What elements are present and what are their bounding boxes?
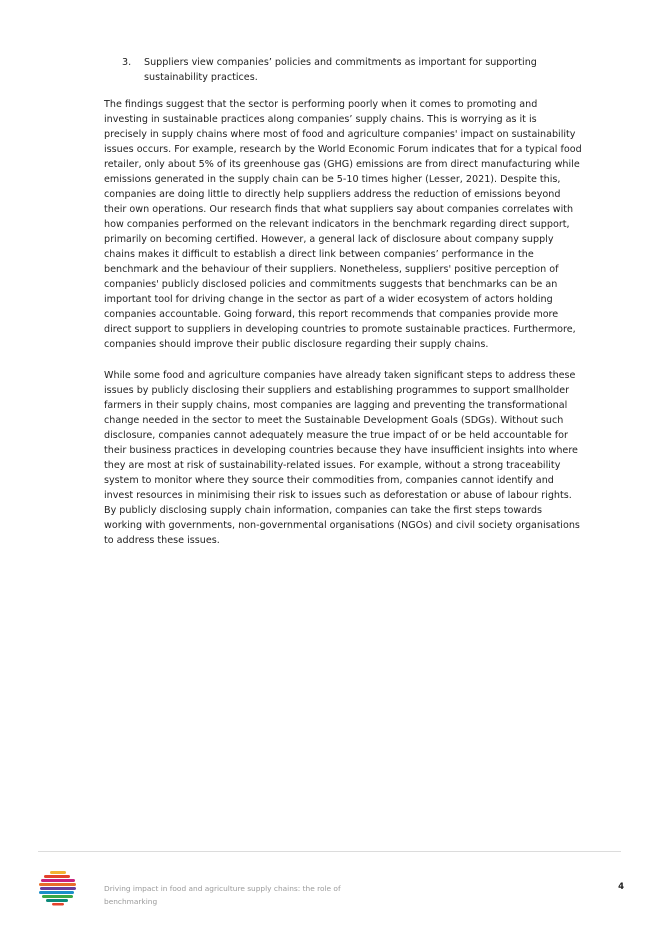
body-paragraph-1: The findings suggest that the sector is performing poorly when it comes to promoting and investing in sustainable practices along companies’ supply chains. This is worrying as it is precisely in supply chains where most of food and agriculture companies' impact on sustainability issues occurs. For example, research by the World Economic Forum indicates that for a typical food retailer, only about 5% of its greenhouse gas (GHG) emissions are from direct manufacturing while emissions generated in the supply chain can be 5-10 times higher (Lesser, 2021). Despite this, companies are doing little to directly help suppliers address the reduction of emissions beyond their own operations. Our research finds that what suppliers say about companies correlates with how companies performed on the relevant indicators in the benchmark regarding direct support, primarily on becoming certified. However, a general lack of disclosure about company supply chains makes it difficult to establish a direct link between companies’ performance in the benchmark and the behaviour of their suppliers. Nonetheless, suppliers' positive perception of companies' publicly disclosed policies and commitments suggests that benchmarks can be an important tool for driving change in the sector as part of a wider ecosystem of actors holding companies accountable. Going forward, this report recommends that companies provide more direct support to suppliers in developing countries to promote sustainable practices. Furthermore, companies should improve their public disclosure regarding their supply chains. bbox=[104, 99, 582, 350]
striped-globe-logo-icon bbox=[38, 870, 78, 906]
logo-stripe bbox=[42, 895, 73, 898]
body-paragraph-2: While some food and agriculture companies have already taken significant steps to address these issues by publicly disclosing their suppliers and establishing programmes to support smallholder farmers in their supply chains, most companies are lagging and preventing the transformational change needed in the sector to meet the Sustainable Development Goals (SDGs). Without such disclosure, companies cannot adequately measure the true impact of or be held accountable for their business practices in developing countries because they have insufficient insights into where they are most at risk of sustainability-related issues. For example, without a strong traceability system to monitor where they source their commodities from, companies cannot identify and invest resources in minimising their risk to issues such as deforestation or abuse of labour rights. By publicly disclosing supply chain information, companies can take the first steps towards working with governments, non-governmental organisations (NGOs) and civil society organisations to address these issues. bbox=[104, 370, 580, 546]
logo-stripe bbox=[39, 883, 76, 886]
logo-stripe bbox=[40, 887, 76, 890]
list-item-text: Suppliers view companies’ policies and commitments as important for supporting sustainability practices. bbox=[144, 57, 537, 83]
page-number: 4 bbox=[618, 882, 624, 892]
numbered-list-item bbox=[122, 55, 542, 85]
logo-stripe bbox=[50, 871, 66, 874]
list-item-number: 3. bbox=[122, 57, 132, 68]
footer-document-title: Driving impact in food and agriculture supply chains: the role of benchmarking bbox=[104, 884, 341, 906]
footer-divider bbox=[38, 851, 621, 852]
logo-stripe bbox=[46, 899, 68, 902]
logo-stripe bbox=[44, 875, 70, 878]
logo-stripe bbox=[39, 891, 74, 894]
logo-stripe bbox=[52, 903, 64, 906]
logo-stripe bbox=[41, 879, 75, 882]
